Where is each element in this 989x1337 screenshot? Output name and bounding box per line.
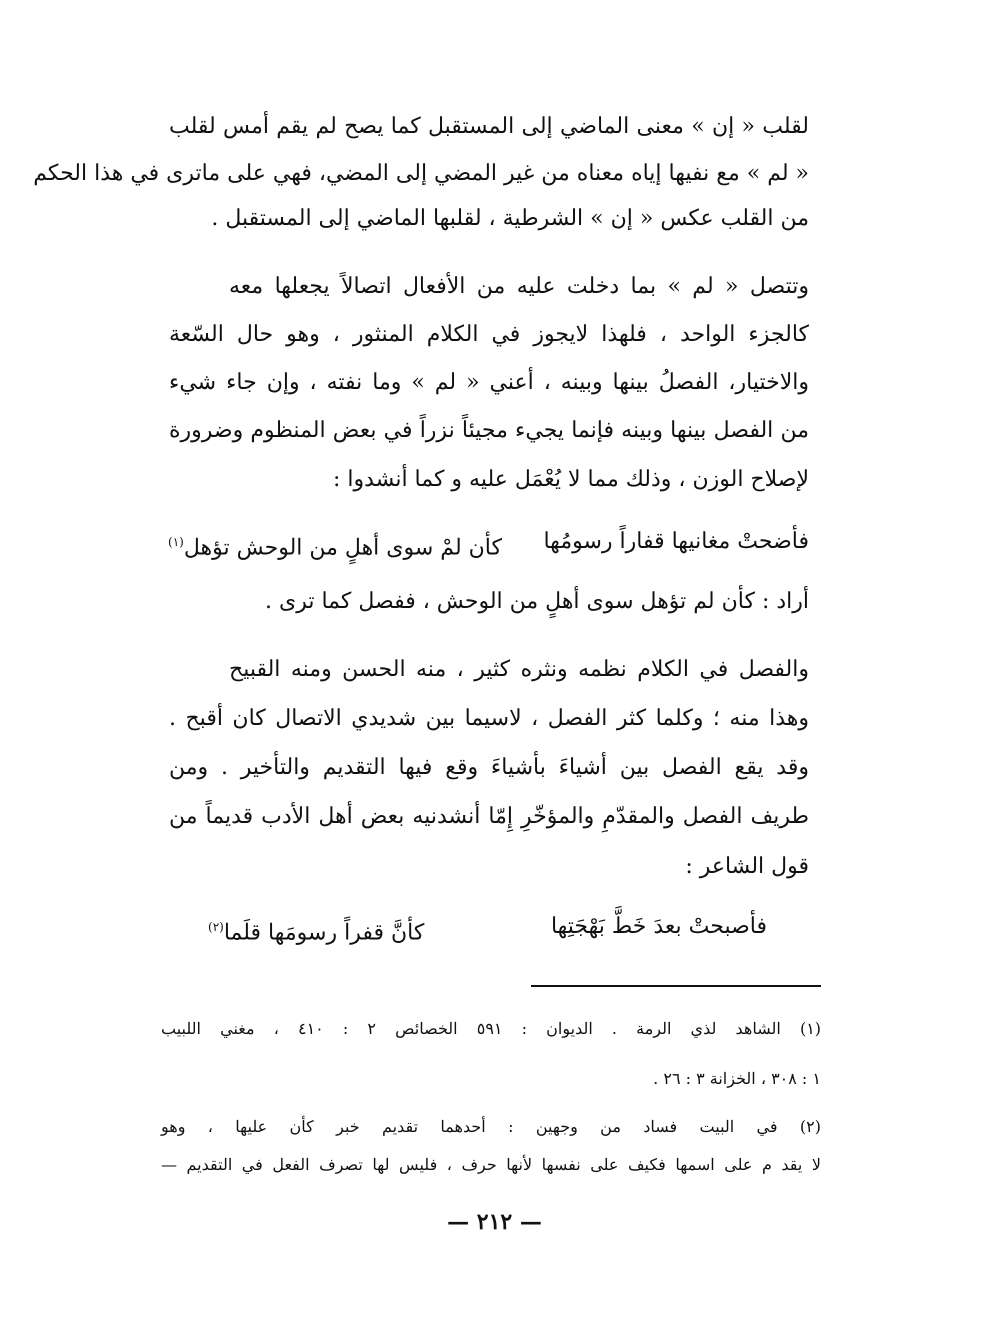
footnote-1-line-2: ١ : ٣٠٨ ، الخزانة ٣ : ٢٦ . [653, 1069, 821, 1088]
paragraph-2-line-2: كالجزء الواحد ، فلهذا لايجوز في الكلام المنثور ، وهو حال السّعة [169, 322, 809, 347]
paragraph-1-line-1: لقلب « إن » معنى الماضي إلى المستقبل كما يصح لم يقم أمس لقلب [169, 114, 809, 139]
footnote-2-text-1: في البيت فساد من وجهين : أحدهما تقديم خبر كأن عليها ، وهو [161, 1117, 778, 1136]
paragraph-2-line-5: لإصلاح الوزن ، وذلك مما لا يُعْمَل عليه و كما أنشدوا : [333, 467, 809, 492]
verse-2-second-hemistich [208, 905, 424, 955]
paragraph-4-line-2: وهذا منه ؛ وكلما كثر الفصل ، لاسيما بين شديدي الاتصال كان أقبح . [169, 706, 809, 731]
paragraph-3: أراد : كأن لم تؤهل سوى أهلٍ من الوحش ، ففصل كما ترى . [264, 589, 809, 614]
footnote-separator [531, 985, 821, 987]
verse-1-first-hemistich: فأضحتْ مغانيها قفاراً رسومُها [543, 529, 809, 554]
paragraph-4-line-1: والفصل في الكلام نظمه ونثره كثير ، منه الحسن ومنه القبيح [229, 657, 809, 682]
footnote-1-number: (١) [799, 1019, 822, 1038]
paragraph-2-line-4: من الفصل بينها وبينه فإنما يجيء مجيئاً نزراً في بعض المنظوم وضرورة [169, 418, 809, 443]
footnote-2-number: (٢) [799, 1117, 821, 1136]
footnote-2-line-2: لا يقد م على اسمها فكيف على نفسها لأنها حرف ، فليس لها تصرف الفعل في التقديم — [161, 1155, 821, 1174]
paragraph-2-line-3: والاختيار، الفصلُ بينها وبينه ، أعني « لم » وما نفته ، وإن جاء شيء [169, 370, 809, 395]
footnote-1-text-1: الشاهد لذي الرمة . الديوان : ٥٩١ الخصائص ٢ : ٤١٠ ، مغني اللبيب [161, 1019, 781, 1038]
footnote-mark-1: (١) [168, 535, 184, 549]
footnote-1-line-1 [161, 1012, 821, 1046]
paragraph-2-line-1: وتتصل « لم » بما دخلت عليه من الأفعال اتصالاً يجعلها معه [229, 274, 809, 299]
footnote-mark-2: (٢) [208, 920, 224, 934]
paragraph-1-line-3: من القلب عكس « إن » الشرطية ، لقلبها الماضي إلى المستقبل . [211, 206, 809, 231]
page-number: — ٢١٢ — [447, 1209, 542, 1235]
verse-1-second-hemistich [168, 520, 502, 570]
paragraph-4-line-4: طريف الفصل والمقدّمِ والمؤخّرِ إِمّا أنشدنيه بعض أهل الأدب قديماً من [169, 804, 809, 829]
verse-2-first-hemistich: فأصبحتْ بعدَ خَطَّ بَهْجَتِها [550, 914, 767, 939]
verse-2-second-text: كأنَّ قفراً رسومَها قلَما [223, 920, 425, 946]
verse-1-second-text: كأن لمْ سوى أهلٍ من الوحش تؤهل [183, 535, 502, 561]
paragraph-4-line-3: وقد يقع الفصل بين أشياءَ بأشياءَ وقع فيها التقديم والتأخير . ومن [169, 755, 809, 780]
footnote-2-line-1 [161, 1110, 821, 1144]
paragraph-1-line-2: « لم » مع نفيها إياه معناه من غير المضي إلى المضي، فهي على ماترى في هذا الحكم [33, 161, 809, 186]
paragraph-4-line-5: قول الشاعر : [685, 854, 809, 879]
